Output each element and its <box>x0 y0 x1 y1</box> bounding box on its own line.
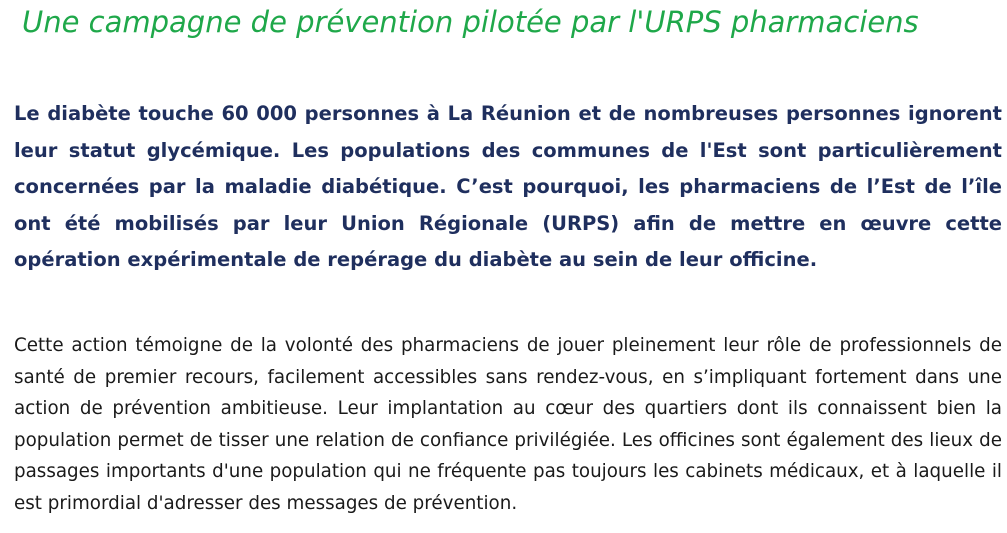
intro-paragraph: Le diabète touche 60 000 personnes à La Réunion et de nombreuses personnes ignorent leur statut glycémique. Les populations des communes de l'Est sont particulièrement concernées par la maladie diabétique. C’est pourquoi, les pharmaciens de l’Est de l’île ont été mobilisés par leur Union Régionale (URPS) afin de mettre en œuvre cette opération expérimentale de repérage du diabète au sein de leur officine. <box>14 102 1002 271</box>
body-paragraph: Cette action témoigne de la volonté des pharmaciens de jouer pleinement leur rôle de professionnels de santé de premier recours, facilement accessibles sans rendez-vous, en s’impliquant fortement dans une action de prévention ambitieuse. Leur implantation au cœur des quartiers dont ils connaissent bien la population permet de tisser une relation de confiance privilégiée. Les officines sont également des lieux de passages importants d'une population qui ne fréquente pas toujours les cabinets médicaux, et à laquelle il est primordial d'adresser des messages de prévention. <box>14 335 1002 514</box>
document-title: Une campagne de prévention pilotée par l'URPS pharmaciens <box>22 5 919 39</box>
